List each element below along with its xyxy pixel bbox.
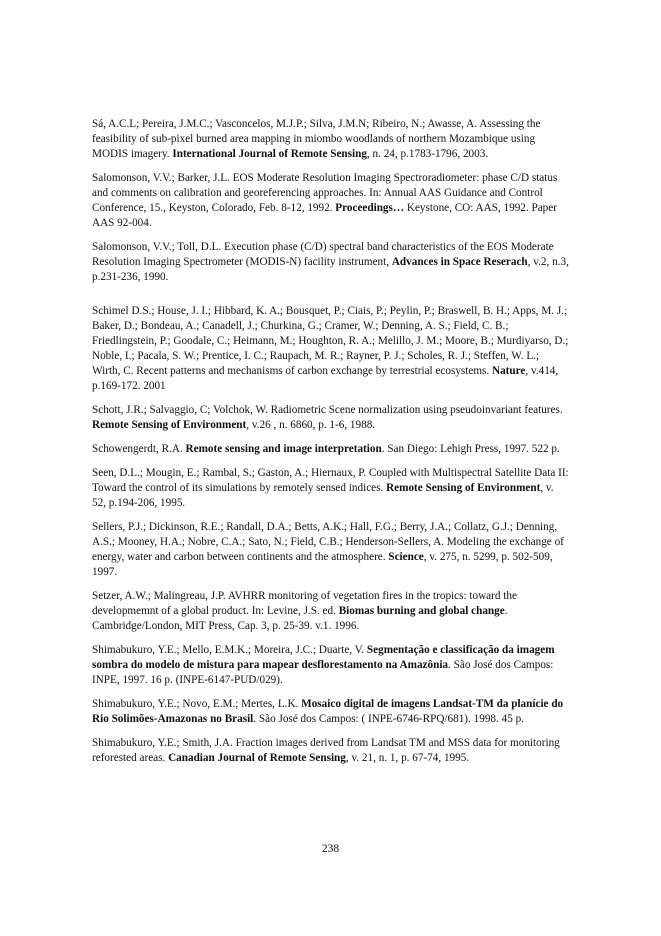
reference-details: Keystone, CO: AAS, 1992. Paper AAS 92-004. — [92, 202, 557, 229]
reference-text: Schowengerdt, R.A. — [92, 443, 186, 455]
reference-entry — [92, 736, 570, 766]
reference-details: . Cambridge/London, MIT Press, Cap. 3, p. 25-39. v.1. 1996. — [92, 605, 508, 632]
reference-details: , v. 275, n. 5299, p. 502-509, 1997. — [92, 551, 553, 578]
reference-entry — [92, 442, 570, 457]
reference-text: Salomonson, V.V.; Toll, D.L. Execution phase (C/D) spectral band characteristics of the EOS Moderate Resolution Imaging Spectrometer (MODIS-N) facility instrument, — [92, 241, 554, 268]
reference-text: Schott, J.R.; Salvaggio, C; Volchok, W. Radiometric Scene normalization using pseudoinvariant features. — [92, 404, 563, 416]
reference-details: , v.2, n.3, p.231-236, 1990. — [92, 256, 569, 283]
reference-source-title: Biomas burning and global change — [338, 605, 505, 617]
reference-source-title: Remote Sensing of Environment — [92, 419, 247, 431]
reference-source-title: Advances in Space Reserach — [391, 256, 528, 268]
reference-source-title: Nature — [492, 365, 526, 377]
reference-details: . São José dos Campos: ( INPE-6746-RPQ/681). 1998. 45 p. — [253, 713, 524, 725]
reference-text: Schimel D.S.; House, J. I.; Hibbard, K. A.; Bousquet, P.; Ciais, P.; Peylin, P.; Braswell, B. H.; Apps, M. J.; Baker, D.; Bondeau, A.; Canadell, J.; Churkina, G.; Cramer, W.; Denning, A. S.; Field, C. B.; Friedlingstein, P.; Goodale, C.; Heimann, M.; Houghton, R. A.; Melillo, J. M.; Moore, B.; Murdiyarso, D.; Noble, I.; Pacala, S. W.; Prentice, I. C.; Raupach, M. R.; Rayner, P. J.; Scholes, R. J.; Steffen, W. L.; Wirth, C. Recent patterns and mechanisms of carbon exchange by terrestrial ecosystems. — [92, 305, 569, 377]
reference-source-title: Remote Sensing of Environment — [386, 482, 541, 494]
reference-entry — [92, 240, 570, 285]
reference-entry — [92, 697, 570, 727]
reference-entry — [92, 643, 570, 688]
reference-entry — [92, 466, 570, 511]
reference-source-title: Mosaico digital de imagens Landsat-TM da planície do Rio Solimões-Amazonas no Brasil — [92, 698, 564, 725]
reference-details: , v.26 , n. 6860, p. 1-6, 1988. — [246, 419, 376, 431]
reference-text: Seen, D.L.; Mougin, E.; Rambal, S.; Gaston, A.; Hiernaux, P. Coupled with Multispectral Satellite Data II: Toward the control of its simulations by remotely sensed indices. — [92, 467, 569, 494]
page-number: 238 — [321, 843, 340, 855]
reference-source-title: Canadian Journal of Remote Sensing — [168, 752, 346, 764]
reference-entry — [92, 171, 570, 231]
reference-details: , n. 24, p.1783-1796, 2003. — [366, 148, 489, 160]
reference-details: , v. 52, p.194-206, 1995. — [92, 482, 554, 509]
reference-source-title: Proceedings… — [335, 202, 405, 214]
reference-text: Sá, A.C.L; Pereira, J.M.C.; Vasconcelos, M.J.P.; Silva, J.M.N; Ribeiro, N.; Awasse, A. Assessing the feasibility of sub-pixel burned area mapping in miombo woodlands of northern Mozambique using MODIS imagery. — [92, 118, 541, 160]
reference-details: , v.414, p.169-172. 2001 — [92, 365, 559, 392]
reference-text: Shimabukuro, Y.E.; Mello, E.M.K.; Moreira, J.C.; Duarte, V. — [92, 644, 367, 656]
reference-text: Shimabukuro, Y.E.; Smith, J.A. Fraction images derived from Landsat TM and MSS data for monitoring reforested areas. — [92, 737, 560, 764]
reference-text: Sellers, P.J.; Dickinson, R.E.; Randall, D.A.; Betts, A.K.; Hall, F.G.; Berry, J.A.; Collatz, G.J.; Denning, A.S.; Mooney, H.A.; Nobre, C.A.; Sato, N.; Field, C.B.; Henderson-Sellers, A. Modeling the exchange of energy, water and carbon between continents and the atmosphere. — [92, 521, 564, 563]
reference-details: . São José dos Campos: INPE, 1997. 16 p. (INPE-6147-PUD/029). — [92, 659, 554, 686]
reference-source-title: Remote sensing and image interpretation — [185, 443, 382, 455]
reference-details: , v. 21, n. 1, p. 67-74, 1995. — [345, 752, 470, 764]
reference-details: . San Diego: Lehigh Press, 1997. 522 p. — [381, 443, 560, 455]
reference-list — [92, 117, 570, 775]
reference-text: Setzer, A.W.; Malingreau, J.P. AVHRR monitoring of vegetation fires in the tropics: toward the developmemnt of a global product. In: Levine, J.S. ed. — [92, 590, 517, 617]
reference-text: Shimabukuro, Y.E.; Novo, E.M.; Mertes, L.K. — [92, 698, 302, 710]
reference-source-title: Science — [388, 551, 424, 563]
reference-text: Salomonson, V.V.; Barker, J.L. EOS Moderate Resolution Imaging Spectroradiometer: phase C/D status and comments on calibration and georeferencing approaches. In: Annual AAS Guidance and Control Conference, 15., Keyston, Colorado, Feb. 8-12, 1992. — [92, 172, 558, 214]
reference-entry — [92, 589, 570, 634]
reference-entry — [92, 117, 570, 162]
reference-source-title: International Journal of Remote Sensing — [172, 148, 367, 160]
reference-entry — [92, 304, 570, 394]
reference-entry — [92, 520, 570, 580]
reference-entry — [92, 403, 570, 433]
reference-source-title: Segmentação e classificação da imagem sombra do modelo de mistura para mapear desflorestamento na Amazônia — [92, 644, 555, 671]
